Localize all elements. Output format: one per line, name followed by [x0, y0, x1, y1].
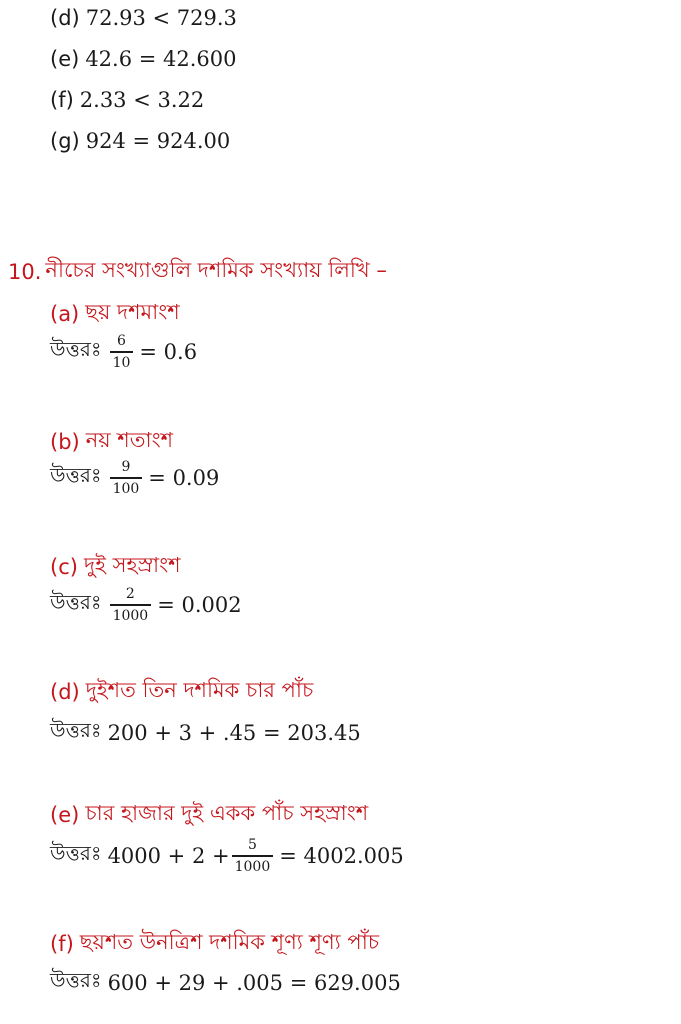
comparison-d: [50, 6, 237, 30]
part-a-title: [50, 296, 180, 331]
answer-prefix: উত্তরঃ: [50, 463, 102, 488]
comparison-e: [50, 47, 237, 71]
answer-prefix: উত্তরঃ: [50, 841, 102, 866]
fraction-bar: [110, 604, 152, 606]
fraction-denominator: 1000: [234, 858, 271, 875]
fraction-bar: [110, 477, 143, 479]
question-number: 10.: [8, 259, 42, 284]
answer-prefix: উত্তরঃ: [50, 590, 102, 615]
part-e-answer: [50, 837, 404, 875]
part-e-title: [50, 797, 368, 832]
fraction-denominator: 1000: [112, 607, 149, 624]
answer-prefix: উত্তরঃ: [50, 718, 102, 742]
comparison-f: [50, 88, 204, 112]
part-title: নয় শতাংশ: [85, 428, 174, 452]
fraction-numerator: 9: [121, 459, 131, 475]
answer-result: = 0.09: [148, 465, 220, 490]
part-label: (c): [50, 554, 78, 579]
answer-expression-prefix: 4000 + 2 +: [107, 843, 230, 868]
comparison-g: [50, 129, 230, 153]
part-title: দুই সহস্রাংশ: [83, 553, 181, 577]
fraction-denominator: 100: [112, 480, 140, 497]
comparison-label: (d): [50, 6, 80, 30]
comparison-expression: 72.93 < 729.3: [85, 6, 237, 30]
fraction-numerator: 6: [117, 333, 126, 349]
part-c-title: [50, 549, 181, 584]
part-b-title: [50, 424, 173, 459]
answer-result: = 4002.005: [279, 843, 404, 868]
part-f-title: [50, 926, 379, 961]
part-c-answer: [50, 586, 242, 624]
part-label: (f): [50, 931, 74, 956]
fraction: [232, 837, 274, 875]
answer-expression: 600 + 29 + .005 = 629.005: [107, 970, 401, 995]
answer-result: = 0.002: [157, 592, 242, 617]
part-title: দুইশত তিন দশমিক চার পাঁচ: [85, 678, 314, 702]
part-label: (e): [50, 802, 80, 827]
comparison-label: (e): [50, 47, 80, 71]
part-d-answer: [50, 716, 361, 749]
part-label: (d): [50, 679, 80, 704]
comparison-expression: 2.33 < 3.22: [79, 88, 205, 112]
fraction-numerator: 5: [247, 837, 257, 853]
part-title: ছয় দশমাংশ: [85, 300, 180, 324]
fraction-numerator: 2: [125, 586, 135, 602]
part-b-answer: [50, 459, 219, 497]
answer-prefix: উত্তরঃ: [50, 968, 102, 992]
part-d-title: [50, 674, 313, 709]
comparison-expression: 42.6 = 42.600: [85, 47, 237, 71]
fraction-denominator: 10: [112, 354, 131, 371]
comparison-expression: 924 = 924.00: [85, 129, 231, 153]
answer-expression: 200 + 3 + .45 = 203.45: [107, 720, 361, 745]
comparison-label: (g): [50, 129, 80, 153]
part-label: (a): [50, 301, 80, 326]
answer-result: = 0.6: [139, 339, 198, 364]
comparison-label: (f): [50, 88, 74, 112]
part-label: (b): [50, 429, 80, 454]
question-heading: [8, 254, 387, 289]
fraction: [110, 586, 152, 624]
fraction-bar: [110, 351, 134, 353]
part-title: ছয়শত উনত্রিশ দশমিক শূণ্য শূণ্য পাঁচ: [79, 930, 380, 954]
question-text: নীচের সংখ্যাগুলি দশমিক সংখ্যায় লিখি –: [45, 258, 387, 282]
fraction-bar: [232, 855, 274, 857]
part-f-answer: [50, 966, 401, 999]
part-a-answer: [50, 333, 197, 371]
fraction: [110, 459, 143, 497]
part-title: চার হাজার দুই একক পাঁচ সহস্রাংশ: [85, 801, 369, 825]
fraction: [110, 333, 134, 371]
answer-prefix: উত্তরঃ: [50, 337, 102, 362]
